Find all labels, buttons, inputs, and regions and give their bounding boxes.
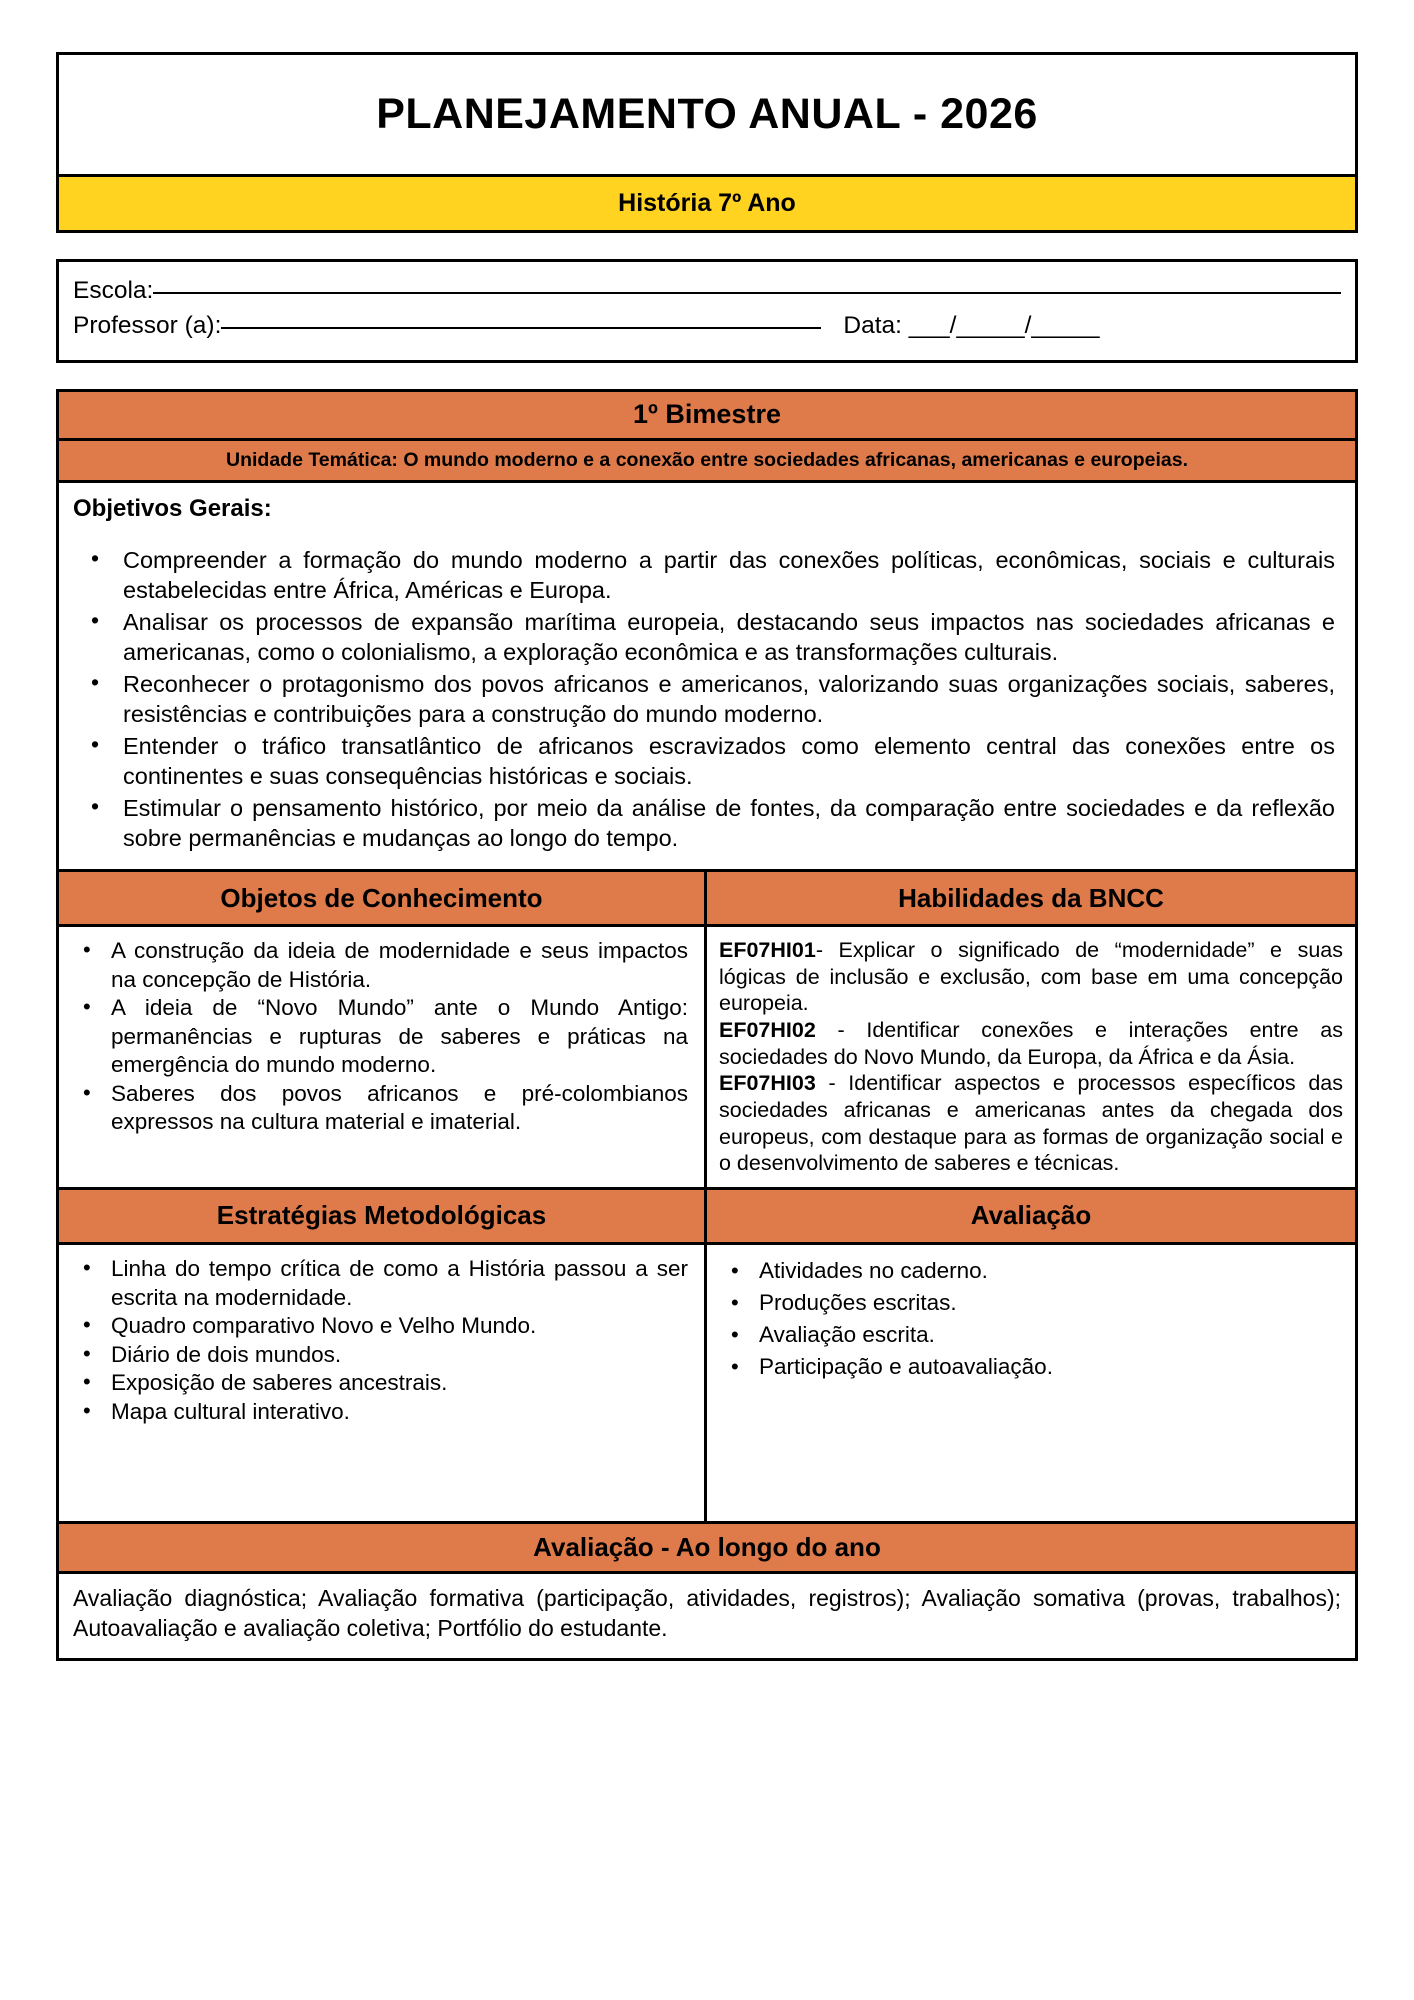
skill-code: EF07HI03 [719, 1071, 816, 1096]
knowledge-skills-bodies [59, 927, 1355, 1187]
list-item: • Avaliação escrita. [755, 1319, 1339, 1351]
list-item: • Participação e autoavaliação. [755, 1351, 1339, 1383]
evaluation-column-body [707, 1245, 1355, 1521]
knowledge-column-body [59, 927, 707, 1187]
knowledge-header: Objetos de Conhecimento [220, 882, 543, 913]
list-item: • Quadro comparativo Novo e Velho Mundo. [107, 1312, 688, 1341]
school-row [73, 274, 1341, 309]
date-label[interactable]: Data: ___/_____/_____ [843, 311, 1100, 339]
objectives-list [73, 545, 1341, 854]
knowledge-list [71, 937, 692, 1137]
spacer-2 [56, 363, 1358, 389]
strategies-header: Estratégias Metodológicas [216, 1200, 547, 1231]
objectives-title: Objetivos Gerais: [73, 494, 272, 522]
list-item: • Exposição de saberes ancestrais. [107, 1369, 688, 1398]
school-label: Escola: [73, 277, 154, 304]
final-evaluation-box [56, 1574, 1358, 1661]
list-item: • Produções escritas. [755, 1287, 1339, 1319]
skill-text: - Identificar conexões e interações entre as sociedades do Novo Mundo, da Europa, da África e da Ásia. [719, 1018, 1343, 1069]
evaluation-list [719, 1255, 1343, 1383]
strategies-evaluation-headers [59, 1190, 1355, 1245]
skill-code: EF07HI01 [719, 938, 816, 963]
strategies-evaluation-bodies [59, 1245, 1355, 1521]
list-item: • Linha do tempo crítica de como a História passou a ser escrita na modernidade. [107, 1255, 688, 1312]
bimester-header [56, 389, 1358, 441]
list-item: • A construção da ideia de modernidade e seus impactos na concepção de História. [107, 937, 688, 994]
final-evaluation-text: Avaliação diagnóstica; Avaliação formativa (participação, atividades, registros); Avaliação somativa (provas, trabalhos); Autoavaliação e avaliação coletiva; Portfólio do estudante. [73, 1584, 1341, 1641]
skill-item [719, 937, 1343, 1017]
subject-banner [56, 177, 1358, 233]
teacher-label: Professor (a): [73, 311, 222, 339]
spacer-1 [56, 233, 1358, 259]
skill-item [719, 1070, 1343, 1177]
evaluation-header: Avaliação [970, 1200, 1092, 1231]
list-item: • Estimular o pensamento histórico, por meio da análise de fontes, da comparação entre sociedades e da reflexão sobre permanências e mudanças ao longo do tempo. [117, 793, 1335, 854]
school-input-line[interactable] [153, 292, 1341, 294]
strategies-list [71, 1255, 692, 1426]
skill-text: - Identificar aspectos e processos específicos das sociedades africanas e americanas antes da chegada dos europeus, com destaque para as formas de organização social e o desenvolvimento de saberes e técnicas. [719, 1071, 1343, 1176]
identification-box [56, 259, 1358, 363]
page-title: PLANEJAMENTO ANUAL - 2026 [376, 90, 1038, 138]
knowledge-skills-headers [59, 872, 1355, 927]
list-item: • Reconhecer o protagonismo dos povos africanos e americanos, valorizando suas organizações sociais, saberes, resistências e contribuições para a construção do mundo moderno. [117, 669, 1335, 730]
bimester-title: 1º Bimestre [633, 399, 781, 430]
objectives-box [56, 483, 1358, 872]
skill-item [719, 1017, 1343, 1070]
list-item: • Compreender a formação do mundo moderno a partir das conexões políticas, econômicas, sociais e culturais estabelecidas entre África, Américas e Europa. [117, 545, 1335, 606]
thematic-unit-label: Unidade Temática: O mundo moderno e a conexão entre sociedades africanas, americanas e europeias. [226, 448, 1188, 471]
final-evaluation-title: Avaliação - Ao longo do ano [533, 1531, 881, 1562]
final-evaluation-header [56, 1524, 1358, 1574]
teacher-row [73, 309, 1341, 344]
skill-code: EF07HI02 [719, 1018, 816, 1042]
strategies-column-head [59, 1190, 707, 1245]
skills-header: Habilidades da BNCC [898, 882, 1164, 913]
skills-column-body [707, 927, 1355, 1187]
document-title-box [56, 52, 1358, 177]
teacher-input-line[interactable] [221, 327, 821, 329]
list-item: • A ideia de “Novo Mundo” ante o Mundo Antigo: permanências e rupturas de saberes e práticas na emergência do mundo moderno. [107, 994, 688, 1080]
list-item: • Entender o tráfico transatlântico de africanos escravizados como elemento central das conexões entre os continentes e suas consequências históricas e sociais. [117, 731, 1335, 792]
list-item: • Diário de dois mundos. [107, 1341, 688, 1370]
subject-label: História 7º Ano [618, 189, 796, 217]
strategies-evaluation-section [56, 1190, 1358, 1524]
strategies-column-body [59, 1245, 707, 1521]
thematic-unit-header [56, 441, 1358, 483]
skill-text: - Explicar o significado de “modernidade” e suas lógicas de inclusão e exclusão, com base em uma concepção europeia. [719, 938, 1343, 1016]
knowledge-skills-section [56, 872, 1358, 1190]
skills-column-head [707, 872, 1355, 927]
evaluation-column-head [707, 1190, 1355, 1245]
list-item: • Analisar os processos de expansão marítima europeia, destacando seus impactos nas sociedades africanas e americanas, como o colonialismo, a exploração econômica e as transformações culturais. [117, 607, 1335, 668]
knowledge-column-head [59, 872, 707, 927]
list-item: • Atividades no caderno. [755, 1255, 1339, 1287]
list-item: • Saberes dos povos africanos e pré-colombianos expressos na cultura material e imaterial. [107, 1080, 688, 1137]
list-item: • Mapa cultural interativo. [107, 1398, 688, 1427]
